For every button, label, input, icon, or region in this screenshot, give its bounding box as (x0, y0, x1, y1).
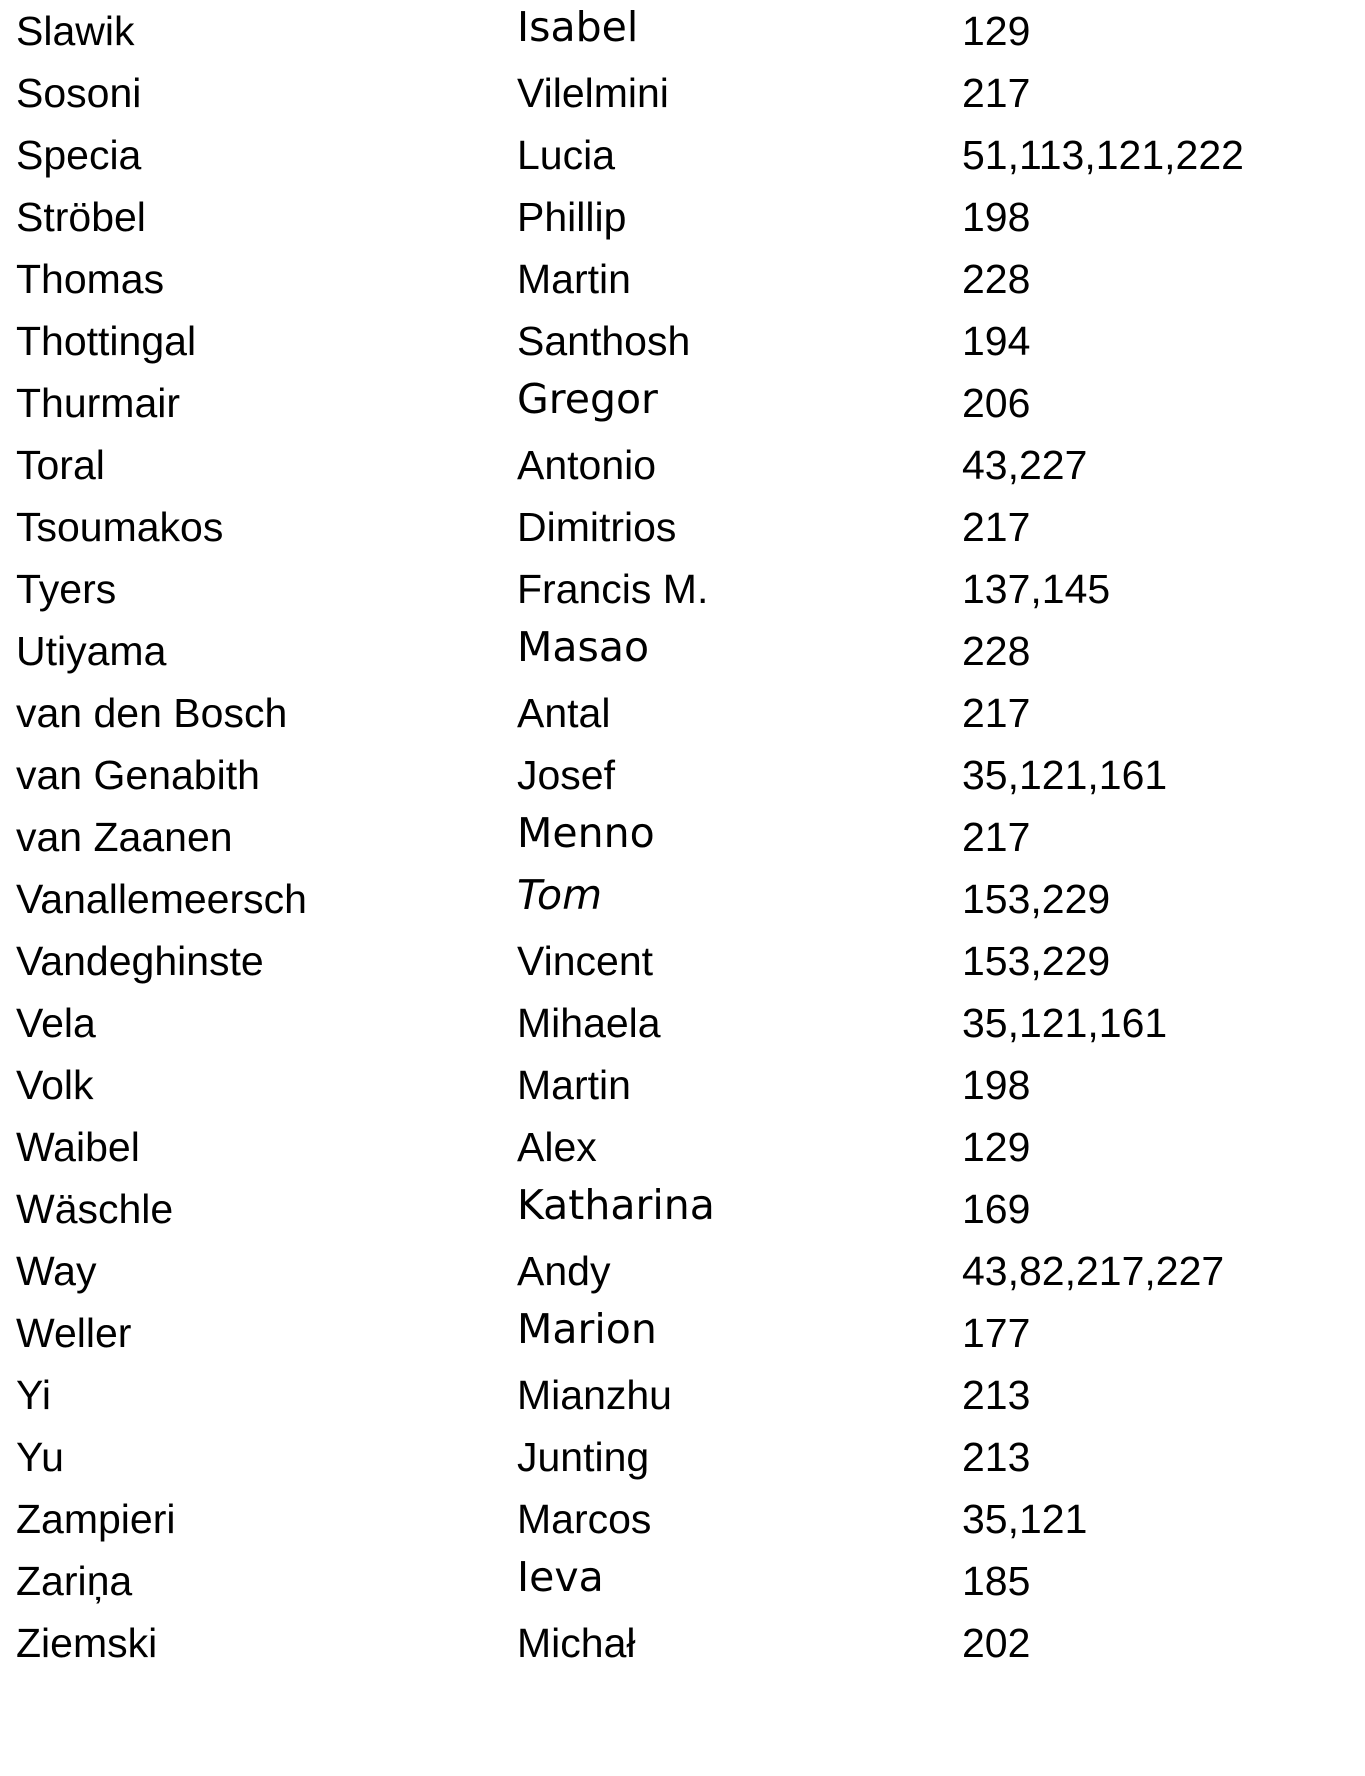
table-row (0, 992, 1365, 1054)
firstname-cell: Francis M. (517, 566, 709, 612)
firstname-cell: Santhosh (517, 318, 691, 364)
pages-cell: 169 (962, 1186, 1031, 1232)
firstname-cell: Mihaela (517, 1000, 661, 1046)
table-row (0, 124, 1365, 186)
firstname-cell: Isabel (517, 3, 639, 51)
surname-cell: Zampieri (16, 1496, 176, 1542)
table-row (0, 186, 1365, 248)
table-row (0, 806, 1365, 868)
pages-cell: 217 (962, 690, 1031, 736)
surname-cell: Ziemski (16, 1620, 158, 1666)
pages-cell: 206 (962, 380, 1031, 426)
table-row (0, 1550, 1365, 1612)
table-row (0, 1240, 1365, 1302)
pages-cell: 129 (962, 8, 1031, 54)
table-row (0, 434, 1365, 496)
firstname-cell: Lucia (517, 132, 616, 178)
surname-cell: Slawik (16, 8, 135, 54)
firstname-cell: Vilelmini (517, 70, 669, 116)
table-row (0, 682, 1365, 744)
table-row (0, 1116, 1365, 1178)
surname-cell: Thomas (16, 256, 165, 302)
surname-cell: Way (16, 1248, 97, 1294)
pages-cell: 129 (962, 1124, 1031, 1170)
table-row (0, 620, 1365, 682)
table-row (0, 744, 1365, 806)
table-row (0, 930, 1365, 992)
firstname-cell: Mianzhu (517, 1372, 672, 1418)
pages-cell: 43,82,217,227 (962, 1248, 1225, 1294)
firstname-cell: Marion (517, 1305, 657, 1353)
surname-cell: Yu (16, 1434, 64, 1480)
surname-cell: Vanallemeersch (16, 876, 307, 922)
pages-cell: 217 (962, 814, 1031, 860)
table-row (0, 1488, 1365, 1550)
firstname-cell: Menno (517, 809, 655, 857)
table-row (0, 310, 1365, 372)
surname-cell: Specia (16, 132, 142, 178)
pages-cell: 35,121 (962, 1496, 1088, 1542)
surname-cell: Weller (16, 1310, 132, 1356)
firstname-cell: Martin (517, 1062, 631, 1108)
table-row (0, 1178, 1365, 1240)
surname-cell: van Zaanen (16, 814, 233, 860)
table-row (0, 1426, 1365, 1488)
table-row (0, 62, 1365, 124)
firstname-cell: Antonio (517, 442, 657, 488)
firstname-cell: Junting (517, 1434, 650, 1480)
pages-cell: 198 (962, 194, 1031, 240)
surname-cell: Thurmair (16, 380, 181, 426)
surname-cell: van den Bosch (16, 690, 288, 736)
firstname-cell: Michał (517, 1620, 636, 1666)
table-row (0, 1302, 1365, 1364)
pages-cell: 43,227 (962, 442, 1088, 488)
pages-cell: 153,229 (962, 938, 1111, 984)
table-row (0, 1054, 1365, 1116)
pages-cell: 228 (962, 256, 1031, 302)
firstname-cell: Alex (517, 1124, 597, 1170)
firstname-cell: Phillip (517, 194, 627, 240)
surname-cell: Ströbel (16, 194, 146, 240)
surname-cell: Yi (16, 1372, 51, 1418)
pages-cell: 35,121,161 (962, 752, 1168, 798)
surname-cell: Vandeghinste (16, 938, 264, 984)
table-row (0, 0, 1365, 62)
pages-cell: 51,113,121,222 (962, 132, 1244, 178)
surname-cell: Zariņa (16, 1558, 133, 1604)
pages-cell: 35,121,161 (962, 1000, 1168, 1046)
pages-cell: 217 (962, 70, 1031, 116)
surname-cell: Sosoni (16, 70, 142, 116)
surname-cell: Waibel (16, 1124, 140, 1170)
firstname-cell: Martin (517, 256, 631, 302)
firstname-cell: Josef (517, 752, 615, 798)
surname-cell: Thottingal (16, 318, 197, 364)
firstname-cell: Katharina (517, 1181, 715, 1229)
surname-cell: Utiyama (16, 628, 167, 674)
pages-cell: 213 (962, 1372, 1031, 1418)
firstname-cell: Andy (517, 1248, 611, 1294)
surname-cell: Volk (16, 1062, 94, 1108)
firstname-cell: Vincent (517, 938, 654, 984)
firstname-cell: Dimitrios (517, 504, 677, 550)
firstname-cell: Masao (517, 623, 650, 671)
table-row (0, 372, 1365, 434)
table-row (0, 1364, 1365, 1426)
table-row (0, 868, 1365, 930)
pages-cell: 137,145 (962, 566, 1111, 612)
pages-cell: 228 (962, 628, 1031, 674)
pages-cell: 213 (962, 1434, 1031, 1480)
pages-cell: 202 (962, 1620, 1031, 1666)
table-row (0, 1612, 1365, 1674)
surname-cell: Toral (16, 442, 105, 488)
firstname-cell: Marcos (517, 1496, 652, 1542)
pages-cell: 217 (962, 504, 1031, 550)
pages-cell: 153,229 (962, 876, 1111, 922)
surname-cell: Wäschle (16, 1186, 174, 1232)
surname-cell: van Genabith (16, 752, 260, 798)
table-row (0, 558, 1365, 620)
surname-cell: Tyers (16, 566, 117, 612)
surname-cell: Tsoumakos (16, 504, 224, 550)
pages-cell: 185 (962, 1558, 1031, 1604)
table-row (0, 496, 1365, 558)
pages-cell: 194 (962, 318, 1031, 364)
firstname-cell: Ieva (517, 1553, 604, 1601)
firstname-cell: Antal (517, 690, 611, 736)
firstname-cell: Tom (517, 871, 603, 919)
pages-cell: 177 (962, 1310, 1031, 1356)
firstname-cell: Gregor (517, 375, 658, 423)
surname-cell: Vela (16, 1000, 96, 1046)
pages-cell: 198 (962, 1062, 1031, 1108)
table-row (0, 248, 1365, 310)
